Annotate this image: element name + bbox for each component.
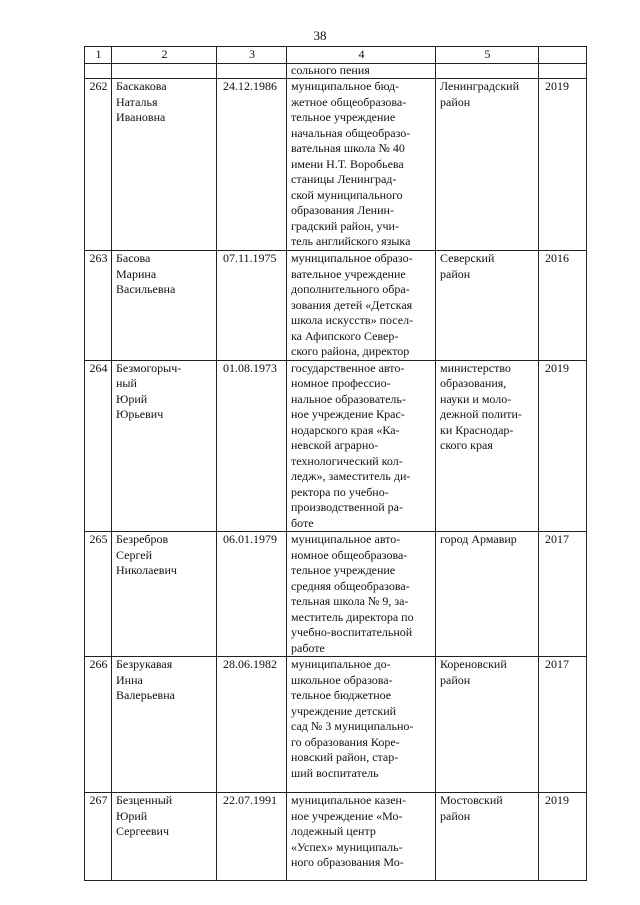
organization-cell xyxy=(287,79,436,251)
region-line: район xyxy=(440,94,471,109)
region-cell xyxy=(436,793,539,881)
header-cell-1: 1 xyxy=(85,47,112,64)
year-cell: 2017 xyxy=(539,657,587,793)
header-cell-2: 2 xyxy=(112,47,217,64)
organization-line: образования Ленин- xyxy=(291,203,394,217)
region-line: район xyxy=(440,672,471,687)
records-table xyxy=(84,46,587,881)
year-cell: 2017 xyxy=(539,532,587,657)
organization-line: жетное общеобразова- xyxy=(291,94,407,109)
row-number-cell: 262 xyxy=(85,79,112,251)
name-line: Сергей xyxy=(116,547,152,562)
organization-line: вательное учреждение xyxy=(291,266,406,281)
organization-line: невской аграрно- xyxy=(291,438,379,452)
row-number-cell: 267 xyxy=(85,793,112,881)
region-line: район xyxy=(440,266,471,281)
organization-line: работе xyxy=(291,640,325,655)
continuation-row xyxy=(85,64,587,79)
name-line: Ивановна xyxy=(116,110,166,124)
organization-line: ледж», заместитель ди- xyxy=(291,469,411,483)
birth-date-cell: 28.06.1982 xyxy=(217,657,287,793)
name-line: ный xyxy=(116,376,137,390)
table-row xyxy=(85,360,587,532)
table-row xyxy=(85,532,587,657)
header-cell-4: 4 xyxy=(287,47,436,64)
organization-cell xyxy=(287,657,436,793)
name-line: Николаевич xyxy=(116,563,177,577)
organization-line: муниципальное бюд- xyxy=(291,79,400,93)
region-cell xyxy=(436,657,539,793)
region-line: Мостовский xyxy=(440,793,503,807)
continuation-org-line: сольного пения xyxy=(291,63,370,77)
birth-date-cell: 24.12.1986 xyxy=(217,79,287,251)
organization-line: государственное авто- xyxy=(291,360,405,375)
organization-line: муниципальное образо- xyxy=(291,251,413,265)
organization-line: нальное образователь- xyxy=(291,391,406,406)
name-line: Юрий xyxy=(116,808,148,823)
page-number: 38 xyxy=(313,28,327,43)
name-line: Инна xyxy=(116,672,143,687)
organization-line: ка Афипского Север- xyxy=(291,328,399,343)
year-cell: 2019 xyxy=(539,79,587,251)
organization-line: тельная школа № 9, за- xyxy=(291,594,409,608)
region-line: ки Краснодар- xyxy=(440,422,514,437)
region-cell xyxy=(436,532,539,657)
organization-line: тельное учреждение xyxy=(291,110,396,124)
region-line: Кореновский xyxy=(440,657,507,671)
organization-line: школа искусств» посел- xyxy=(291,313,414,327)
organization-line: учреждение детский xyxy=(291,703,397,718)
header-row xyxy=(85,47,587,64)
organization-line: станицы Ленинград- xyxy=(291,172,397,186)
full-name-cell xyxy=(112,793,217,881)
organization-line: новский район, стар- xyxy=(291,750,399,764)
organization-line: го образования Коре- xyxy=(291,734,400,749)
organization-line: технологический кол- xyxy=(291,453,403,468)
region-line: ского края xyxy=(440,438,493,452)
organization-line: средняя общеобразова- xyxy=(291,578,410,593)
organization-line: градский район, учи- xyxy=(291,218,399,233)
region-cell xyxy=(436,79,539,251)
organization-line: ректора по учебно- xyxy=(291,484,389,499)
region-line: дежной полити- xyxy=(440,407,522,421)
birth-date-cell: 22.07.1991 xyxy=(217,793,287,881)
organization-line: номное общеобразова- xyxy=(291,547,408,562)
organization-line: школьное образова- xyxy=(291,672,393,687)
organization-line: муниципальное казен- xyxy=(291,793,406,807)
organization-line: муниципальное авто- xyxy=(291,532,401,546)
name-line: Сергеевич xyxy=(116,824,170,838)
region-line: Ленинградский xyxy=(440,79,520,93)
row-number-cell: 266 xyxy=(85,657,112,793)
organization-line: тельное учреждение xyxy=(291,563,396,577)
birth-date-cell: 01.08.1973 xyxy=(217,360,287,532)
region-cell xyxy=(436,251,539,361)
row-number-cell: 263 xyxy=(85,251,112,361)
organization-line: вательная школа № 40 xyxy=(291,141,405,155)
full-name-cell xyxy=(112,360,217,532)
organization-line: сад № 3 муниципально- xyxy=(291,719,414,733)
name-line: Безценный xyxy=(116,793,173,807)
birth-date-cell: 06.01.1979 xyxy=(217,532,287,657)
continuation-empty-cell xyxy=(217,64,287,79)
name-line: Марина xyxy=(116,266,157,281)
organization-cell xyxy=(287,360,436,532)
organization-line: начальная общеобразо- xyxy=(291,125,411,140)
organization-cell xyxy=(287,793,436,881)
organization-line: тельное бюджетное xyxy=(291,688,392,702)
year-cell: 2019 xyxy=(539,360,587,532)
region-line: науки и моло- xyxy=(440,391,512,406)
full-name-cell xyxy=(112,79,217,251)
name-line: Баскакова xyxy=(116,79,167,93)
organization-cell xyxy=(287,251,436,361)
name-line: Юрьевич xyxy=(116,407,164,421)
organization-line: ского района, директор xyxy=(291,344,410,358)
name-line: Безребров xyxy=(116,532,169,546)
organization-line: ший воспитатель xyxy=(291,765,379,780)
region-cell xyxy=(436,360,539,532)
table-row xyxy=(85,79,587,251)
header-cell-5: 5 xyxy=(436,47,539,64)
organization-line: учебно-воспитательной xyxy=(291,625,413,639)
name-line: Васильевна xyxy=(116,282,176,296)
organization-line: имени Н.Т. Воробьева xyxy=(291,156,404,171)
continuation-empty-cell xyxy=(85,64,112,79)
organization-line: ного образования Мо- xyxy=(291,855,404,869)
year-cell: 2019 xyxy=(539,793,587,881)
organization-line: ное учреждение «Мо- xyxy=(291,808,403,823)
organization-cell xyxy=(287,532,436,657)
birth-date-cell: 07.11.1975 xyxy=(217,251,287,361)
full-name-cell xyxy=(112,251,217,361)
name-line: Юрий xyxy=(116,391,148,406)
organization-line: меститель директора по xyxy=(291,609,414,624)
region-line: город Армавир xyxy=(440,532,517,546)
full-name-cell xyxy=(112,532,217,657)
header-cell-6 xyxy=(539,47,587,64)
name-line: Безрукавая xyxy=(116,657,173,671)
row-number-cell: 264 xyxy=(85,360,112,532)
table-row xyxy=(85,657,587,793)
name-line: Безмогорыч- xyxy=(116,360,182,375)
organization-line: муниципальное до- xyxy=(291,657,391,671)
organization-line: производственной ра- xyxy=(291,500,404,514)
organization-line: тель английского языка xyxy=(291,234,411,248)
organization-line: зования детей «Детская xyxy=(291,297,413,312)
continuation-empty-cell xyxy=(112,64,217,79)
continuation-empty-cell xyxy=(436,64,539,79)
organization-line: боте xyxy=(291,515,314,530)
organization-line: «Успех» муниципаль- xyxy=(291,839,403,854)
full-name-cell xyxy=(112,657,217,793)
name-line: Наталья xyxy=(116,94,158,109)
continuation-org-cell xyxy=(287,64,436,79)
region-line: министерство xyxy=(440,360,511,375)
row-number-cell: 265 xyxy=(85,532,112,657)
continuation-empty-cell xyxy=(539,64,587,79)
name-line: Басова xyxy=(116,251,151,265)
organization-line: лодежный центр xyxy=(291,824,376,838)
region-line: образования, xyxy=(440,376,507,390)
table-row xyxy=(85,251,587,361)
organization-line: нодарского края «Ка- xyxy=(291,422,400,437)
header-cell-3: 3 xyxy=(217,47,287,64)
organization-line: дополнительного обра- xyxy=(291,282,410,296)
region-line: Северский xyxy=(440,251,495,265)
year-cell: 2016 xyxy=(539,251,587,361)
name-line: Валерьевна xyxy=(116,688,175,702)
table-row xyxy=(85,793,587,881)
organization-line: номное профессио- xyxy=(291,376,391,390)
region-line: район xyxy=(440,808,471,823)
organization-line: ное учреждение Крас- xyxy=(291,407,405,421)
organization-line: ской муниципального xyxy=(291,187,403,202)
